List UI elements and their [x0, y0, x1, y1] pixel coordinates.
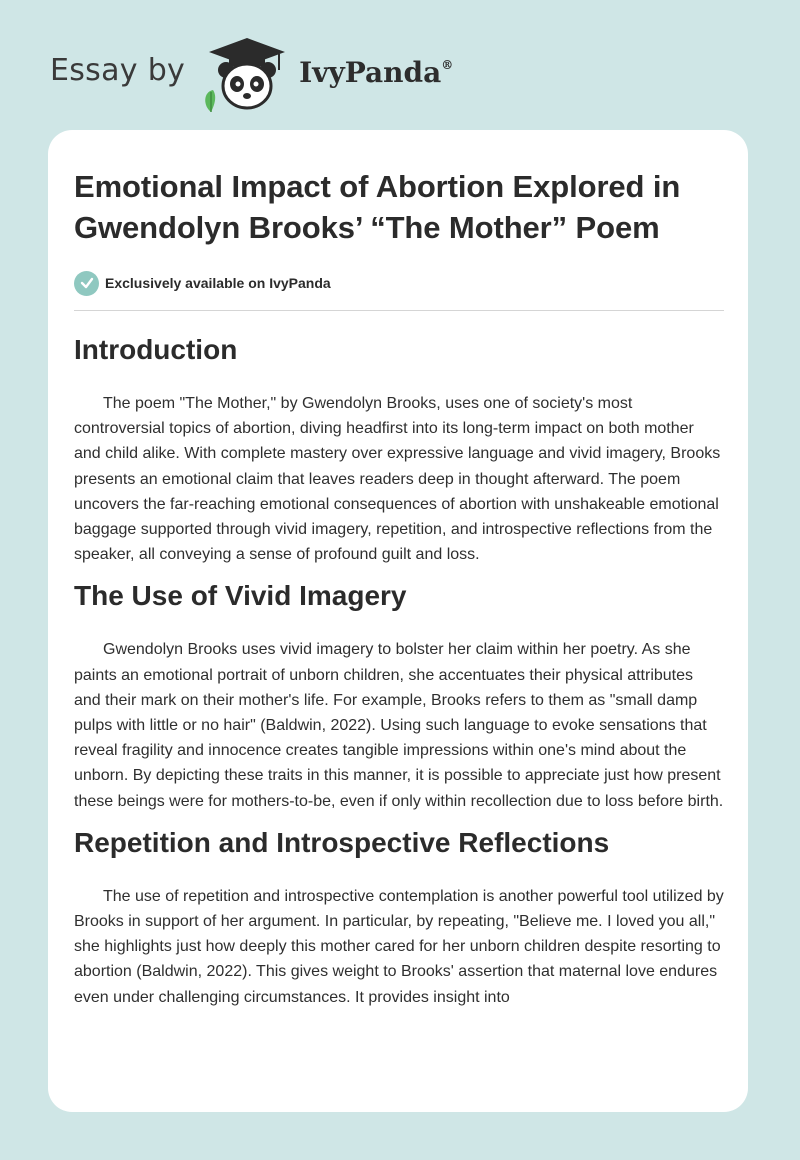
page-title: Emotional Impact of Abortion Explored in Gwendolyn Brooks’ “The Mother” Poem	[74, 169, 681, 245]
section-heading-vivid-imagery: The Use of Vivid Imagery	[74, 580, 407, 612]
essay-card	[48, 130, 748, 1112]
panda-logo-icon	[199, 34, 295, 114]
essay-by-label: Essay by	[50, 52, 186, 88]
divider	[74, 310, 724, 311]
brand-name: IvyPanda®	[299, 55, 454, 89]
site-header	[50, 34, 550, 114]
section-heading-introduction: Introduction	[74, 334, 238, 365]
essay-content	[74, 166, 724, 1010]
section-heading-repetition: Repetition and Introspective Reflections	[74, 826, 610, 858]
section-paragraph-vivid-imagery: Gwendolyn Brooks uses vivid imagery to bolster her claim within her poetry. As she paints an emotional portrait of unborn children, she accentuates their physical attributes and their mark on their mother's life. For example, Brooks refers to them as "small damp pulps with little or no hair" (Baldwin, 2022). Using such language to evoke sensations that reveal fragility and innocence creates tangible impressions within one's mind about the unborn. By depicting these traits in this manner, it is possible to appreciate just how present these beings were for mothers-to-be, even if only within recollection due to loss before birth.	[74, 641, 724, 810]
exclusive-label: Exclusively available on IvyPanda	[105, 275, 331, 291]
section-paragraph-introduction: The poem "The Mother," by Gwendolyn Brooks, uses one of society's most controversial topics of abortion, diving headfirst into its long-term impact on both mother and child alike. With complete mastery over expressive language and vivid imagery, Brooks presents an emotional claim that leaves readers deep in thought afterward. The poem uncovers the far-reaching emotional consequences of abortion with unshakeable emotional baggage supported through vivid imagery, repetition, and introspective reflections from the speaker, all conveying a sense of profound guilt and loss.	[74, 395, 721, 564]
section-paragraph-repetition: The use of repetition and introspective contemplation is another powerful tool utilized by Brooks in support of her argument. In particular, by repeating, "Believe me. I loved you all," she highlights just how deeply this mother cared for her unborn children despite resorting to abortion (Baldwin, 2022). This gives weight to Brooks' assertion that maternal love endures even under challenging circumstances. It provides insight into	[74, 887, 724, 1006]
checkmark-icon	[74, 271, 99, 296]
exclusive-badge	[74, 270, 724, 296]
